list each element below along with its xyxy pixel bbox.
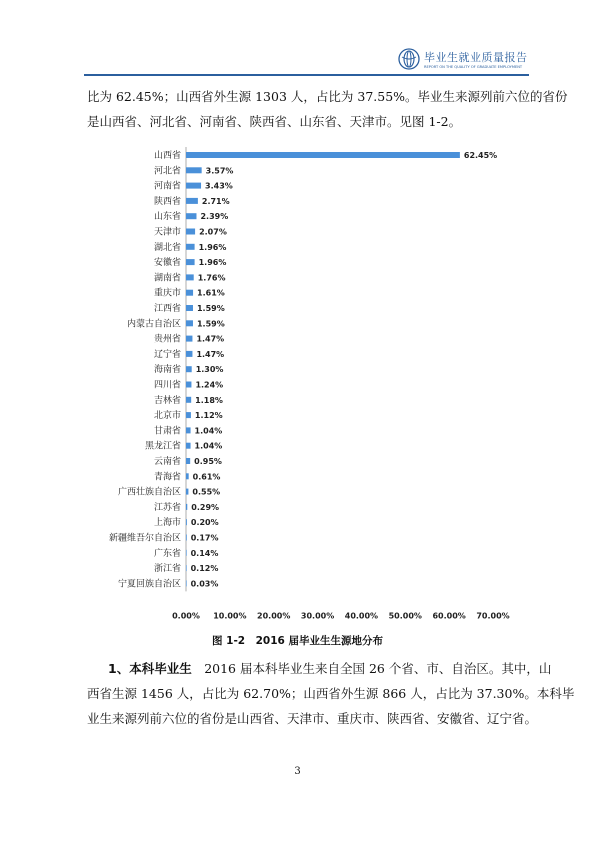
category-label: 广东省 [153, 548, 181, 559]
data-label: 1.04% [194, 441, 223, 451]
category-label: 新疆维吾尔自治区 [108, 533, 181, 544]
category-label: 江苏省 [153, 502, 181, 513]
section-paragraph-line: 西省生源 1456 人，占比为 62.70%；山西省外生源 866 人，占比为 37.30%。本科毕 [87, 686, 575, 701]
bar [186, 458, 190, 464]
data-label: 0.55% [192, 487, 221, 497]
bar [186, 366, 192, 372]
bar [186, 167, 202, 173]
bar [186, 198, 198, 204]
category-label: 四川省 [153, 380, 181, 391]
data-label: 2.07% [199, 227, 227, 237]
bar [186, 259, 195, 265]
category-label: 内蒙古自治区 [126, 319, 181, 330]
report-logo-icon [398, 48, 420, 70]
bar [186, 320, 193, 326]
data-label: 1.96% [198, 258, 227, 268]
data-label: 1.24% [195, 380, 224, 390]
data-label: 0.95% [194, 457, 222, 466]
data-label: 1.47% [196, 349, 225, 359]
x-tick-label: 30.00% [300, 611, 335, 620]
bar [186, 504, 187, 510]
bar [186, 229, 195, 235]
bar [186, 535, 187, 541]
data-label: 1.59% [196, 319, 225, 329]
x-tick-label: 60.00% [432, 611, 466, 620]
section-heading: 1、本科毕业生 [108, 661, 192, 676]
category-label: 重庆市 [153, 288, 181, 299]
data-label: 1.30% [195, 365, 224, 375]
bar [186, 550, 187, 556]
section-paragraph-line: 业生来源列前六位的省份是山西省、天津市、重庆市、陕西省、安徽省、辽宁省。 [87, 711, 538, 726]
data-label: 1.76% [197, 273, 226, 283]
data-label: 2.71% [201, 196, 230, 206]
data-label: 1.04% [194, 426, 223, 436]
category-label: 江西省 [153, 304, 181, 314]
category-label: 安徽省 [153, 258, 181, 269]
x-tick-label: 10.00% [213, 611, 247, 620]
data-label: 0.61% [192, 472, 221, 482]
data-label: 62.45% [463, 151, 498, 160]
data-label: 0.17% [190, 533, 219, 543]
data-label: 0.12% [190, 564, 219, 574]
category-label: 河南省 [153, 181, 181, 192]
bar [186, 443, 191, 449]
x-tick-label: 40.00% [344, 611, 379, 620]
category-label: 青海省 [153, 472, 181, 483]
intro-paragraph-line: 是山西省、河北省、河南省、陕西省、山东省、天津市。见图 1-2。 [87, 114, 462, 129]
category-label: 湖北省 [153, 242, 181, 253]
x-tick-label: 50.00% [388, 611, 422, 620]
bar [186, 519, 187, 525]
bar [186, 351, 192, 357]
bar [186, 274, 194, 280]
data-label: 1.12% [194, 411, 223, 421]
bar [186, 382, 191, 388]
data-label: 1.59% [196, 304, 225, 313]
bar [186, 412, 191, 418]
bar [186, 397, 191, 403]
bar [186, 473, 189, 479]
section-paragraph-line [108, 659, 552, 677]
category-label: 上海市 [153, 518, 181, 529]
bar [186, 565, 187, 571]
category-label: 浙江省 [153, 564, 181, 575]
intro-paragraph-line: 比为 62.45%；山西省外生源 1303 人，占比为 37.55%。毕业生来源列前六位的省份 [87, 89, 568, 104]
bar [186, 489, 188, 495]
category-label: 湖南省 [153, 273, 181, 284]
data-label: 3.57% [205, 166, 234, 176]
data-label: 1.61% [197, 288, 225, 298]
category-label: 云南省 [153, 457, 181, 467]
data-label: 1.96% [198, 242, 227, 252]
bar [186, 244, 195, 250]
section-text: 2016 届本科毕业生来自全国 26 个省、市、自治区。其中，山 [191, 661, 552, 676]
header-title: 毕业生就业质量报告 [424, 51, 528, 64]
category-label: 天津市 [153, 227, 181, 238]
category-label: 贵州省 [153, 334, 181, 345]
x-tick-label: 0.00% [172, 611, 200, 620]
bar [186, 183, 201, 189]
category-label: 黑龙江省 [144, 441, 181, 452]
bar [186, 213, 196, 219]
data-label: 1.18% [195, 395, 223, 405]
category-label: 河北省 [153, 166, 181, 177]
category-label: 吉林省 [153, 395, 181, 406]
data-label: 0.20% [190, 518, 219, 528]
category-label: 辽宁省 [153, 349, 181, 360]
category-label: 山东省 [153, 212, 181, 223]
category-label: 陕西省 [153, 196, 181, 207]
data-label: 0.14% [190, 548, 219, 558]
category-label: 广西壮族自治区 [117, 487, 181, 498]
data-label: 1.47% [196, 334, 225, 344]
data-label: 3.43% [205, 181, 233, 191]
origin-distribution-chart [86, 140, 526, 620]
category-label: 北京市 [153, 411, 181, 422]
header-subtitle: REPORT ON THE QUALITY OF GRADUATE EMPLOYMENT [424, 65, 523, 69]
category-label: 海南省 [153, 365, 181, 376]
data-label: 0.03% [190, 579, 219, 589]
bar [186, 305, 193, 311]
bar [186, 152, 460, 158]
bar [186, 290, 193, 296]
bar [186, 580, 187, 586]
x-tick-label: 20.00% [257, 611, 291, 620]
category-label: 山西省 [153, 151, 181, 161]
bar [186, 427, 191, 433]
x-tick-label: 70.00% [476, 611, 510, 620]
category-label: 甘肃省 [153, 426, 181, 437]
data-label: 2.39% [200, 212, 229, 222]
figure-caption: 图 1-2 2016 届毕业生生源地分布 [211, 635, 383, 647]
data-label: 0.29% [191, 502, 220, 512]
category-label: 宁夏回族自治区 [117, 579, 181, 590]
header-divider [84, 74, 529, 76]
page-number: 3 [294, 766, 301, 777]
bar [186, 336, 192, 342]
